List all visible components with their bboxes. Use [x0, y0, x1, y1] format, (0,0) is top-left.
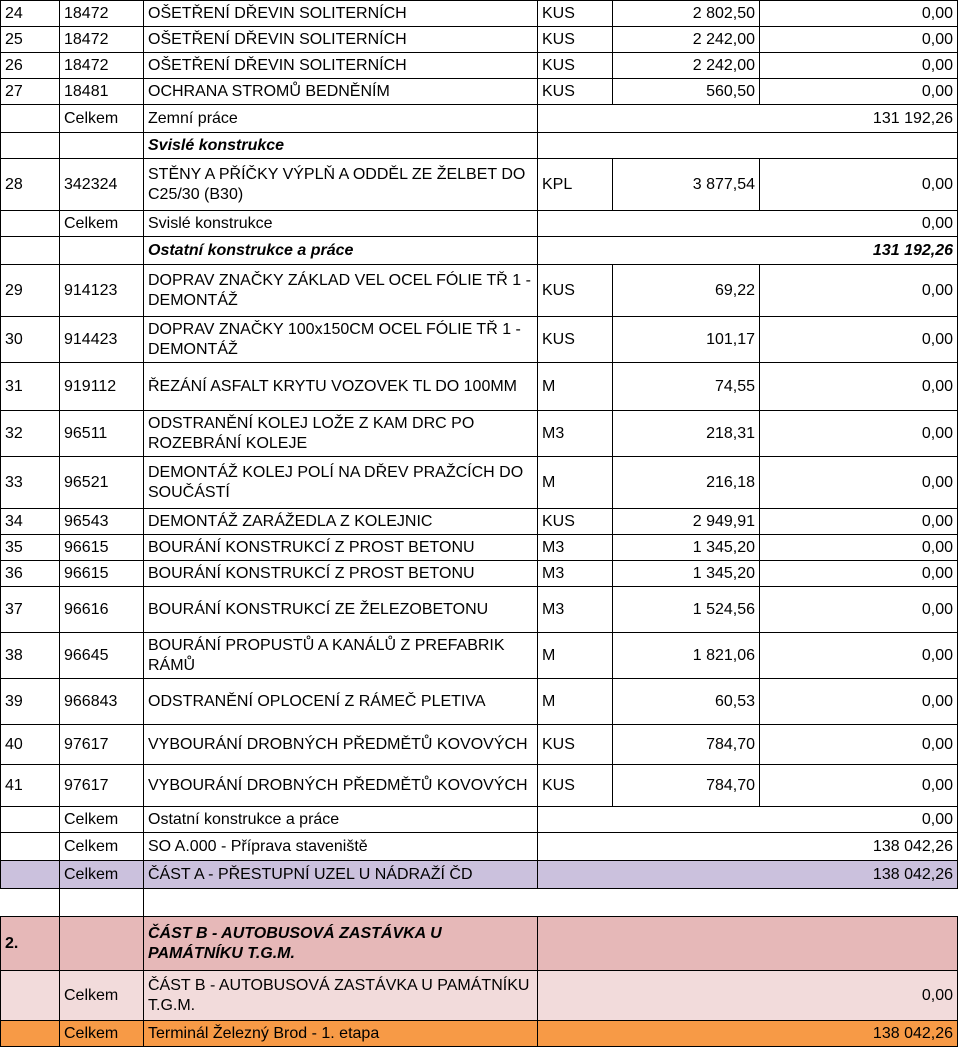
- budget-rows: [1, 1, 958, 1047]
- item-unit: KUS: [538, 765, 613, 807]
- item-quantity: 1 345,20: [613, 535, 760, 561]
- total-name: Terminál Železný Brod - 1. etapa: [144, 1021, 538, 1047]
- item-code: 18472: [60, 1, 144, 27]
- item-code: 96511: [60, 411, 144, 457]
- item-description: OŠETŘENÍ DŘEVIN SOLITERNÍCH: [144, 1, 538, 27]
- item-code: 96521: [60, 457, 144, 509]
- item-unit: KUS: [538, 725, 613, 765]
- item-description: VYBOURÁNÍ DROBNÝCH PŘEDMĚTŮ KOVOVÝCH: [144, 765, 538, 807]
- item-quantity: 2 802,50: [613, 1, 760, 27]
- item-number: 41: [1, 765, 60, 807]
- total-row: [1, 861, 958, 889]
- total-label: Celkem: [60, 105, 144, 133]
- item-quantity: 2 242,00: [613, 27, 760, 53]
- table-row: [1, 561, 958, 587]
- item-code: 97617: [60, 725, 144, 765]
- item-code: 914423: [60, 317, 144, 363]
- table-row: [1, 411, 958, 457]
- item-quantity: 784,70: [613, 725, 760, 765]
- item-code: 97617: [60, 765, 144, 807]
- item-quantity: 3 877,54: [613, 159, 760, 211]
- item-price: 0,00: [760, 363, 958, 411]
- item-unit: KUS: [538, 27, 613, 53]
- item-description: DOPRAV ZNAČKY 100x150CM OCEL FÓLIE TŘ 1 - DEMONTÁŽ: [144, 317, 538, 363]
- spacer-cell: [60, 889, 144, 917]
- total-spacer: [1, 105, 60, 133]
- item-quantity: 1 345,20: [613, 561, 760, 587]
- item-number: 26: [1, 53, 60, 79]
- item-quantity: 216,18: [613, 457, 760, 509]
- total-row: [1, 211, 958, 237]
- item-description: STĚNY A PŘÍČKY VÝPLŇ A ODDĚL ZE ŽELBET DO C25/30 (B30): [144, 159, 538, 211]
- item-code: 914123: [60, 265, 144, 317]
- total-label: Celkem: [60, 211, 144, 237]
- item-price: 0,00: [760, 561, 958, 587]
- table-row: [1, 587, 958, 633]
- item-code: 919112: [60, 363, 144, 411]
- total-value: 138 042,26: [538, 1021, 958, 1047]
- total-spacer: [1, 833, 60, 861]
- group-spacer: [1, 133, 60, 159]
- total-value: 0,00: [538, 807, 958, 833]
- table-row: [1, 457, 958, 509]
- item-unit: M: [538, 457, 613, 509]
- total-value: 0,00: [538, 211, 958, 237]
- table-row: [1, 1, 958, 27]
- total-name: Svislé konstrukce: [144, 211, 538, 237]
- item-quantity: 101,17: [613, 317, 760, 363]
- part-name: ČÁST B - AUTOBUSOVÁ ZASTÁVKA U PAMÁTNÍKU T.G.M.: [144, 917, 538, 971]
- total-spacer: [1, 211, 60, 237]
- item-description: VYBOURÁNÍ DROBNÝCH PŘEDMĚTŮ KOVOVÝCH: [144, 725, 538, 765]
- item-number: 29: [1, 265, 60, 317]
- table-row: [1, 53, 958, 79]
- item-number: 32: [1, 411, 60, 457]
- item-description: BOURÁNÍ KONSTRUKCÍ ZE ŽELEZOBETONU: [144, 587, 538, 633]
- group-name: Svislé konstrukce: [144, 133, 538, 159]
- item-number: 36: [1, 561, 60, 587]
- item-code: 96543: [60, 509, 144, 535]
- item-code: 966843: [60, 679, 144, 725]
- item-price: 0,00: [760, 457, 958, 509]
- table-row: [1, 159, 958, 211]
- item-number: 31: [1, 363, 60, 411]
- item-unit: M3: [538, 561, 613, 587]
- item-number: 33: [1, 457, 60, 509]
- total-row: [1, 1021, 958, 1047]
- total-row: [1, 971, 958, 1021]
- group-value: [538, 133, 958, 159]
- table-row: [1, 265, 958, 317]
- total-name: Ostatní konstrukce a práce: [144, 807, 538, 833]
- part-value: [538, 917, 958, 971]
- group-spacer: [60, 237, 144, 265]
- total-spacer: [1, 1021, 60, 1047]
- item-price: 0,00: [760, 725, 958, 765]
- total-name: ČÁST A - PŘESTUPNÍ UZEL U NÁDRAŽÍ ČD: [144, 861, 538, 889]
- item-quantity: 2 242,00: [613, 53, 760, 79]
- item-number: 30: [1, 317, 60, 363]
- item-unit: M3: [538, 587, 613, 633]
- item-description: BOURÁNÍ KONSTRUKCÍ Z PROST BETONU: [144, 535, 538, 561]
- item-description: BOURÁNÍ KONSTRUKCÍ Z PROST BETONU: [144, 561, 538, 587]
- item-description: OŠETŘENÍ DŘEVIN SOLITERNÍCH: [144, 53, 538, 79]
- item-unit: KPL: [538, 159, 613, 211]
- item-unit: KUS: [538, 79, 613, 105]
- item-price: 0,00: [760, 535, 958, 561]
- part-spacer: [60, 917, 144, 971]
- item-number: 34: [1, 509, 60, 535]
- item-unit: M3: [538, 535, 613, 561]
- item-price: 0,00: [760, 53, 958, 79]
- item-number: 24: [1, 1, 60, 27]
- total-spacer: [1, 971, 60, 1021]
- total-label: Celkem: [60, 833, 144, 861]
- item-code: 18481: [60, 79, 144, 105]
- item-description: OŠETŘENÍ DŘEVIN SOLITERNÍCH: [144, 27, 538, 53]
- total-value: 138 042,26: [538, 833, 958, 861]
- item-price: 0,00: [760, 1, 958, 27]
- table-row: [1, 765, 958, 807]
- spacer-cell: [144, 889, 958, 917]
- item-quantity: 560,50: [613, 79, 760, 105]
- item-price: 0,00: [760, 159, 958, 211]
- item-description: BOURÁNÍ PROPUSTŮ A KANÁLŮ Z PREFABRIK RÁMŮ: [144, 633, 538, 679]
- item-quantity: 2 949,91: [613, 509, 760, 535]
- item-price: 0,00: [760, 317, 958, 363]
- table-row: [1, 535, 958, 561]
- item-code: 96615: [60, 561, 144, 587]
- item-unit: KUS: [538, 509, 613, 535]
- item-code: 96615: [60, 535, 144, 561]
- item-description: DEMONTÁŽ KOLEJ POLÍ NA DŘEV PRAŽCÍCH DO SOUČÁSTÍ: [144, 457, 538, 509]
- item-price: 0,00: [760, 633, 958, 679]
- item-price: 0,00: [760, 265, 958, 317]
- item-description: OCHRANA STROMŮ BEDNĚNÍM: [144, 79, 538, 105]
- table-row: [1, 27, 958, 53]
- group-spacer: [60, 133, 144, 159]
- total-spacer: [1, 861, 60, 889]
- item-price: 0,00: [760, 411, 958, 457]
- item-code: 96616: [60, 587, 144, 633]
- item-quantity: 784,70: [613, 765, 760, 807]
- item-price: 0,00: [760, 27, 958, 53]
- total-label: Celkem: [60, 1021, 144, 1047]
- total-value: 131 192,26: [538, 105, 958, 133]
- item-number: 25: [1, 27, 60, 53]
- item-description: ŘEZÁNÍ ASFALT KRYTU VOZOVEK TL DO 100MM: [144, 363, 538, 411]
- spacer-cell: [1, 889, 60, 917]
- item-number: 40: [1, 725, 60, 765]
- item-description: ODSTRANĚNÍ OPLOCENÍ Z RÁMEČ PLETIVA: [144, 679, 538, 725]
- item-price: 0,00: [760, 509, 958, 535]
- total-row: [1, 833, 958, 861]
- item-description: ODSTRANĚNÍ KOLEJ LOŽE Z KAM DRC PO ROZEBRÁNÍ KOLEJE: [144, 411, 538, 457]
- item-unit: KUS: [538, 317, 613, 363]
- item-description: DOPRAV ZNAČKY ZÁKLAD VEL OCEL FÓLIE TŘ 1 - DEMONTÁŽ: [144, 265, 538, 317]
- item-unit: M: [538, 633, 613, 679]
- item-unit: KUS: [538, 53, 613, 79]
- item-description: DEMONTÁŽ ZARÁŽEDLA Z KOLEJNIC: [144, 509, 538, 535]
- total-value: 138 042,26: [538, 861, 958, 889]
- group-spacer: [1, 237, 60, 265]
- item-quantity: 60,53: [613, 679, 760, 725]
- item-code: 18472: [60, 53, 144, 79]
- item-unit: M3: [538, 411, 613, 457]
- item-price: 0,00: [760, 765, 958, 807]
- table-row: [1, 725, 958, 765]
- total-row: [1, 807, 958, 833]
- total-name: Zemní práce: [144, 105, 538, 133]
- total-spacer: [1, 807, 60, 833]
- item-number: 37: [1, 587, 60, 633]
- item-quantity: 1 821,06: [613, 633, 760, 679]
- table-row: [1, 79, 958, 105]
- total-row: [1, 105, 958, 133]
- table-row: [1, 317, 958, 363]
- item-price: 0,00: [760, 79, 958, 105]
- item-price: 0,00: [760, 587, 958, 633]
- item-number: 28: [1, 159, 60, 211]
- total-value: 0,00: [538, 971, 958, 1021]
- item-number: 38: [1, 633, 60, 679]
- item-quantity: 218,31: [613, 411, 760, 457]
- table-row: [1, 679, 958, 725]
- item-quantity: 1 524,56: [613, 587, 760, 633]
- item-code: 96645: [60, 633, 144, 679]
- group-name: Ostatní konstrukce a práce: [144, 237, 538, 265]
- total-label: Celkem: [60, 971, 144, 1021]
- total-name: SO A.000 - Příprava staveniště: [144, 833, 538, 861]
- group-header-row: [1, 237, 958, 265]
- item-unit: KUS: [538, 1, 613, 27]
- group-header-row: [1, 133, 958, 159]
- total-label: Celkem: [60, 861, 144, 889]
- total-label: Celkem: [60, 807, 144, 833]
- item-unit: M: [538, 679, 613, 725]
- item-price: 0,00: [760, 679, 958, 725]
- total-name: ČÁST B - AUTOBUSOVÁ ZASTÁVKA U PAMÁTNÍKU T.G.M.: [144, 971, 538, 1021]
- part-header-row: [1, 917, 958, 971]
- spacer-row: [1, 889, 958, 917]
- item-number: 35: [1, 535, 60, 561]
- item-code: 342324: [60, 159, 144, 211]
- item-number: 39: [1, 679, 60, 725]
- group-value: 131 192,26: [538, 237, 958, 265]
- item-quantity: 74,55: [613, 363, 760, 411]
- item-unit: M: [538, 363, 613, 411]
- part-number: 2.: [1, 917, 60, 971]
- item-unit: KUS: [538, 265, 613, 317]
- item-number: 27: [1, 79, 60, 105]
- table-row: [1, 363, 958, 411]
- item-code: 18472: [60, 27, 144, 53]
- table-row: [1, 509, 958, 535]
- table-row: [1, 633, 958, 679]
- item-quantity: 69,22: [613, 265, 760, 317]
